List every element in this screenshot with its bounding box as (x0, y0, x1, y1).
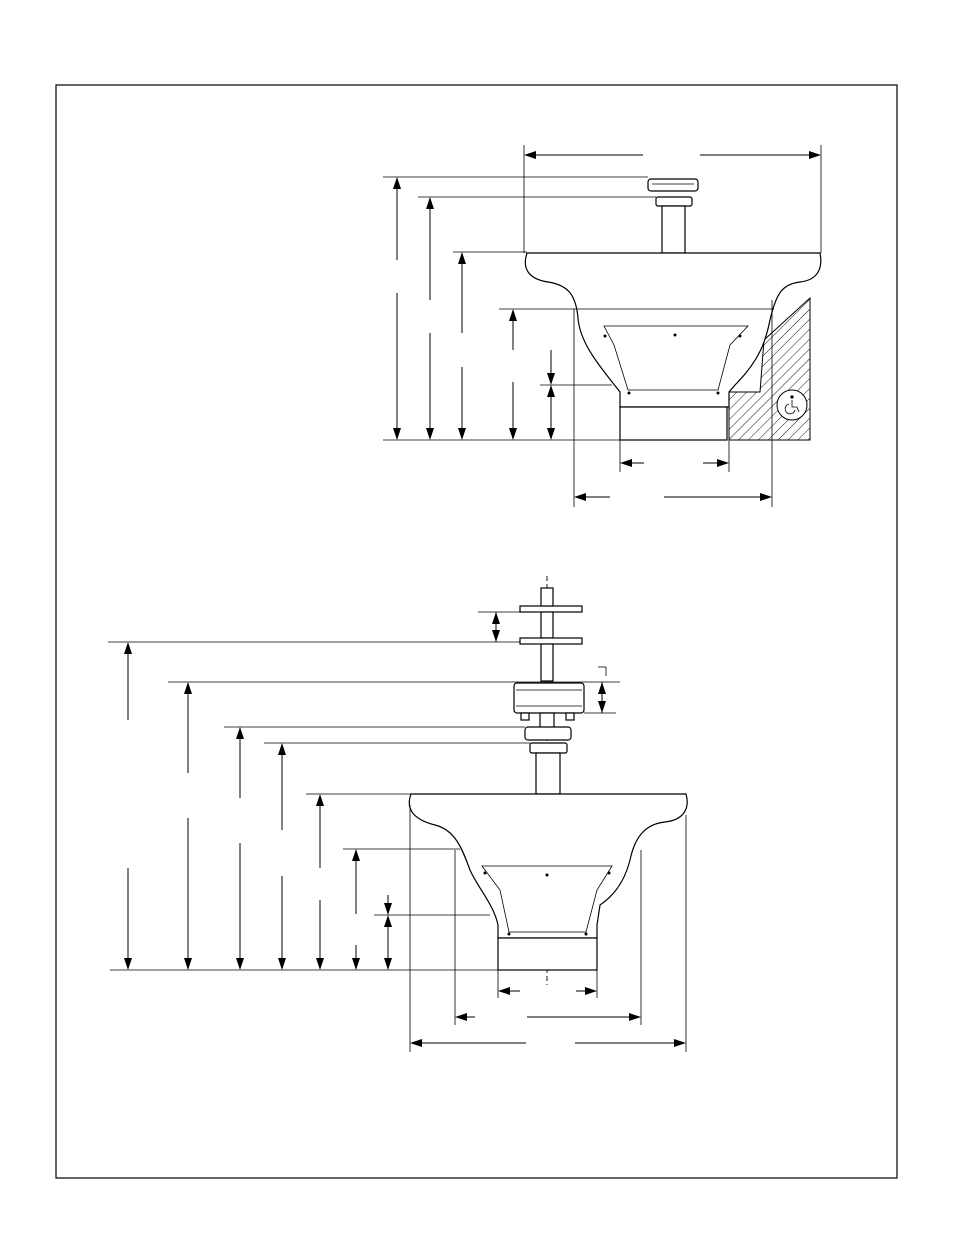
wheelchair-icon (777, 390, 807, 420)
pedestal-stem-lower (536, 753, 560, 794)
upper-elevation (383, 145, 821, 507)
bubbler-head (648, 179, 698, 191)
lower-horizontal-dimensions (410, 987, 686, 1047)
base-box-lower (498, 938, 597, 970)
pedestal-stem (662, 206, 685, 253)
upper-vertical-dimensions (393, 177, 555, 440)
second-cap (520, 638, 582, 644)
stem-collar (656, 197, 692, 206)
upper-cap (520, 606, 582, 612)
housing (514, 683, 584, 713)
upper-rod (541, 588, 553, 606)
base-box (620, 407, 727, 440)
page-border (56, 85, 897, 1178)
lower-elevation (108, 576, 687, 1052)
bubbler-head-lower (525, 727, 571, 740)
